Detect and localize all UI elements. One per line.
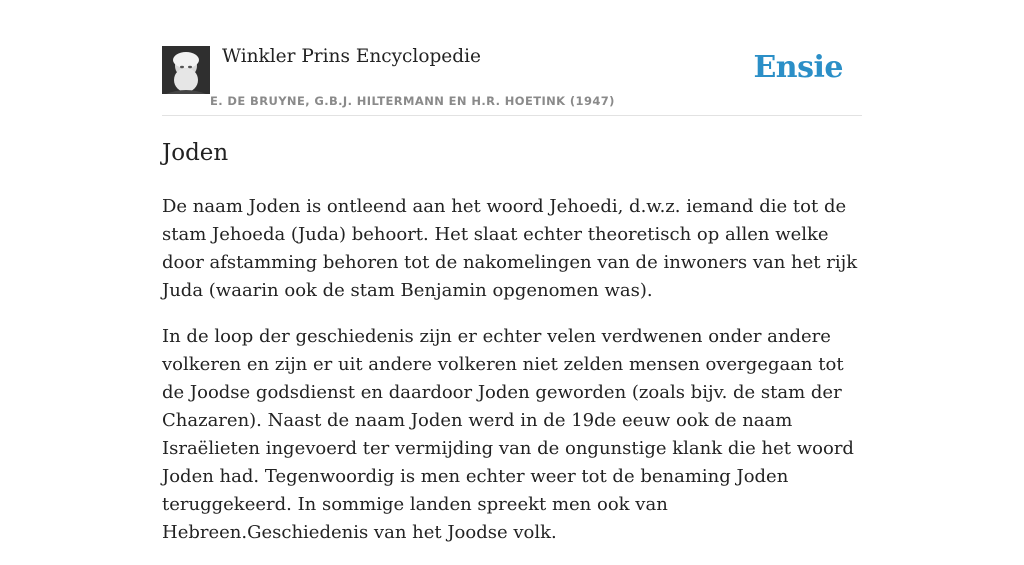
page-container — [162, 0, 862, 543]
source-title[interactable]: Winkler Prins Encyclopedie — [222, 46, 481, 67]
article-body — [162, 193, 862, 565]
article-paragraph: De naam Joden is ontleend aan het woord Jehoedi, d.w.z. iemand die tot de stam Jehoeda (Juda) behoort. Het slaat echter theoretisch op allen welke door afstamming behoren tot de nakomelingen van de inwoners van het rijk Juda (waarin ook de stam Benjamin opgenomen was). — [162, 196, 858, 301]
portrait-icon — [162, 46, 210, 94]
author-avatar[interactable] — [162, 46, 210, 94]
source-authors: E. DE BRUYNE, G.B.J. HILTERMANN EN H.R. HOETINK (1947) — [210, 94, 615, 108]
brand-logo-link[interactable]: Ensie — [753, 50, 843, 85]
source-header — [162, 0, 862, 116]
article-paragraph: In de loop der geschiedenis zijn er echter velen verdwenen onder andere volkeren en zijn er uit andere volkeren niet zelden mensen overgegaan tot de Joodse godsdienst en daardoor Joden geworden (zoals bijv. de stam der Chazaren). Naast de naam Joden werd in de 19de eeuw ook de naam Israëlieten ingevoerd ter vermijding van de ongunstige klank die het woord Joden had. Tegenwoordig is men echter weer tot de benaming Joden teruggekeerd. In sommige landen spreekt men ook van Hebreen.Geschiedenis van het Joodse volk. — [162, 326, 854, 543]
page-title: Joden — [162, 140, 229, 166]
